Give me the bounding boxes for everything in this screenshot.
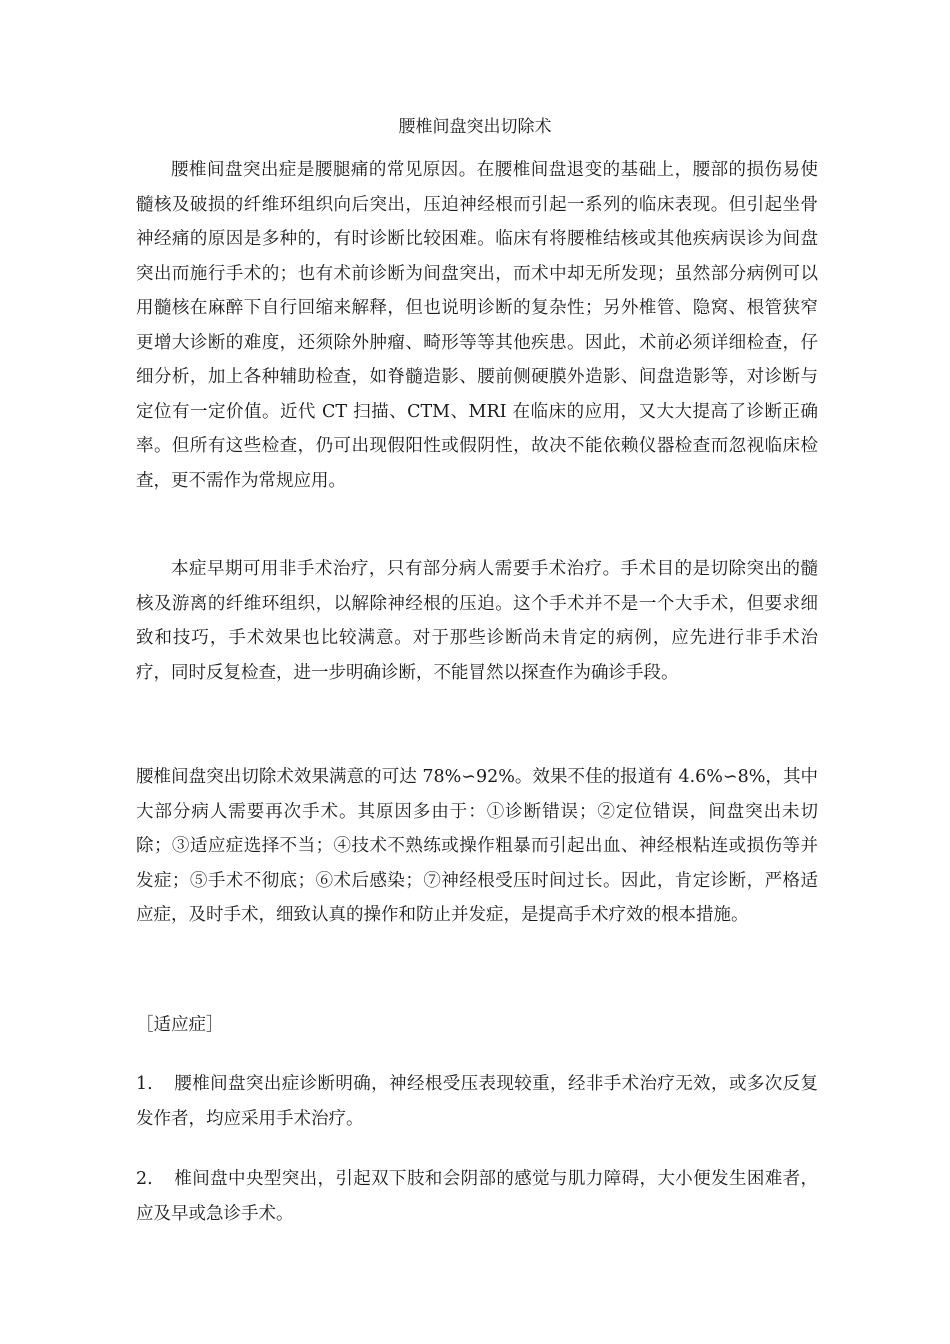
list-item: [136, 1162, 818, 1231]
list-item-text: 腰椎间盘突出症诊断明确，神经根受压表现较重，经非手术治疗无效，或多次反复发作者，均应采用手术治疗。: [136, 1074, 818, 1129]
list-item-text: 椎间盘中央型突出，引起双下肢和会阴部的感觉与肌力障碍，大小便发生困难者，应及早或急诊手术。: [136, 1169, 818, 1224]
document-title: 腰椎间盘突出切除术: [398, 117, 552, 137]
paragraph-intro: 腰椎间盘突出症是腰腿痛的常见原因。在腰椎间盘退变的基础上，腰部的损伤易使髓核及破损的纤维环组织向后突出，压迫神经根而引起一系列的临床表现。但引起坐骨神经痛的原因是多种的，有时诊断比较困难。临床有将腰椎结核或其他疾病误诊为间盘突出而施行手术的；也有术前诊断为间盘突出，而术中却无所发现；虽然部分病例可以用髓核在麻醉下自行回缩来解释，但也说明诊断的复杂性；另外椎管、隐窝、根管狭窄更增大诊断的难度，还须除外肿瘤、畸形等等其他疾患。因此，术前必须详细检查，仔细分析，加上各种辅助检查，如脊髓造影、腰前侧硬膜外造影、间盘造影等，对诊断与定位有一定价值。近代 CT 扫描、CTM、MRI 在临床的应用，又大大提高了诊断正确率。但所有这些检查，仍可出现假阳性或假阴性，故决不能依赖仪器检查而忽视临床检查，更不需作为常规应用。: [136, 160, 818, 491]
list-item-number: 1.: [136, 1074, 153, 1094]
list-item: [136, 1067, 818, 1136]
section-heading-indications: ［适应症］: [136, 1015, 224, 1035]
paragraph-treatment: 本症早期可用非手术治疗，只有部分病人需要手术治疗。手术目的是切除突出的髓核及游离的纤维环组织，以解除神经根的压迫。这个手术并不是一个大手术，但要求细致和技巧，手术效果也比较满意。对于那些诊断尚未肯定的病例，应先进行非手术治疗，同时反复检查，进一步明确诊断，不能冒然以探查作为确诊手段。: [136, 559, 818, 683]
list-item-number: 2.: [136, 1169, 153, 1189]
paragraph-outcomes: 腰椎间盘突出切除术效果满意的可达 78%∽92%。效果不佳的报道有 4.6%∽8%，其中大部分病人需要再次手术。其原因多由于：①诊断错误；②定位错误，间盘突出未切除；③适应症选择不当；④技术不熟练或操作粗暴而引起出血、神经根粘连或损伤等并发症；⑤手术不彻底；⑥术后感染；⑦神经根受压时间过长。因此，肯定诊断，严格适应症，及时手术，细致认真的操作和防止并发症，是提高手术疗效的根本措施。: [136, 767, 818, 925]
